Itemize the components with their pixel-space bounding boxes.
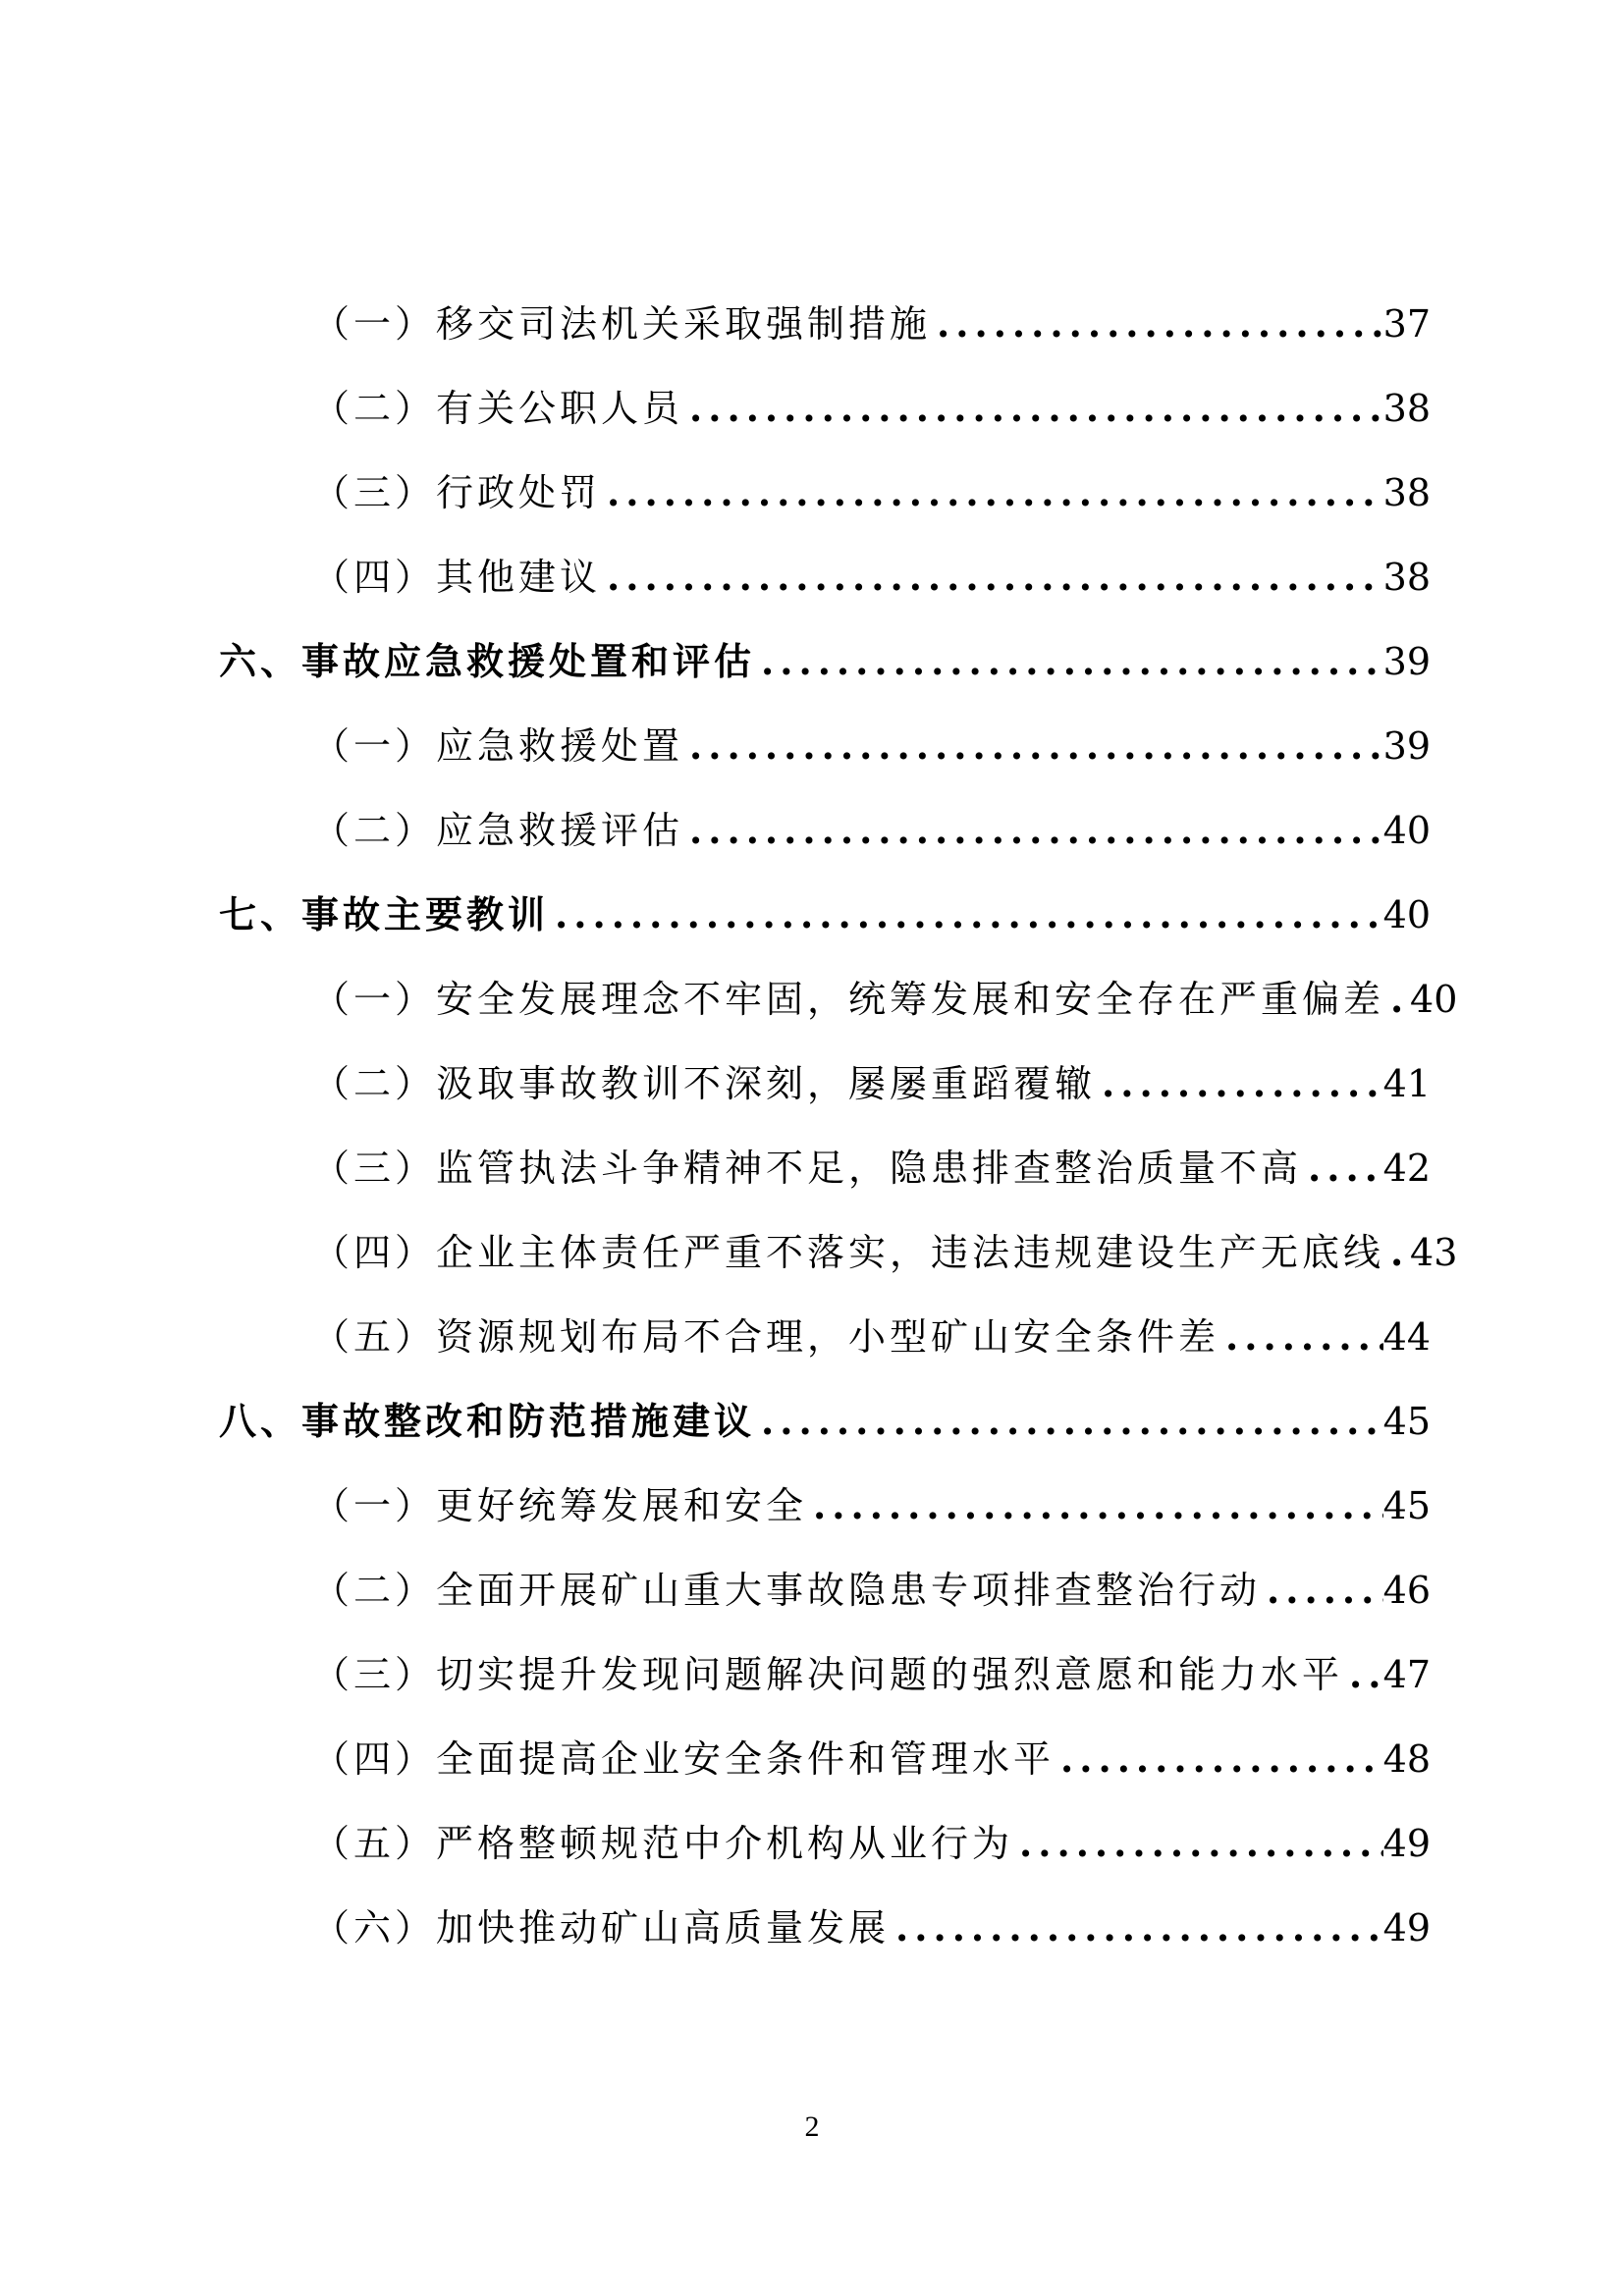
dot-leader (807, 1476, 1383, 1535)
toc-entry-title: （一）更好统筹发展和安全 (312, 1484, 808, 1527)
toc-page-number: 44 (1382, 1315, 1431, 1359)
dot-leader (1261, 1561, 1383, 1620)
toc-entry[interactable] (312, 1308, 1431, 1366)
toc-entry-title: 六、事故应急救援处置和评估 (219, 639, 756, 683)
dot-leader (755, 632, 1383, 691)
dot-leader (1096, 1054, 1383, 1113)
toc-page-number: 40 (1382, 809, 1431, 852)
dot-leader (683, 717, 1383, 775)
toc-entry-title: （二）应急救援评估 (312, 809, 684, 852)
toc-entry[interactable] (312, 1645, 1431, 1704)
toc-entry-title: （二）全面开展矿山重大事故隐患专项排查整治行动 (312, 1569, 1262, 1612)
toc-entry-title: （一）移交司法机关采取强制措施 (312, 302, 932, 346)
toc-entry-title: （三）行政处罚 (312, 471, 602, 514)
dot-leader (1013, 1814, 1383, 1873)
page-number-footer: 2 (804, 2110, 820, 2143)
toc-page-number: 49 (1382, 1906, 1431, 1949)
toc-entry[interactable] (312, 801, 1431, 860)
toc-entry-title: （四）企业主体责任严重不落实，违法违规建设生产无底线 (312, 1231, 1385, 1274)
toc-entry-title: （四）其他建议 (312, 556, 602, 599)
toc-entry[interactable] (312, 1561, 1431, 1620)
toc-section-heading[interactable] (219, 885, 1431, 944)
toc-entry[interactable] (312, 717, 1431, 775)
toc-page-number: 39 (1382, 640, 1431, 683)
toc-page-number: 39 (1382, 724, 1431, 768)
toc-entry-title: （三）切实提升发现问题解决问题的强烈意愿和能力水平 (312, 1653, 1344, 1696)
toc-entry[interactable] (312, 1814, 1431, 1873)
toc-page-number: 42 (1382, 1147, 1431, 1190)
toc-entry[interactable] (312, 970, 1458, 1029)
dot-leader (1343, 1645, 1383, 1704)
toc-page-number: 45 (1382, 1484, 1431, 1527)
toc-entry[interactable] (312, 463, 1431, 522)
toc-entry[interactable] (312, 1476, 1431, 1535)
toc-entry-title: （二）汲取事故教训不深刻，屡屡重蹈覆辙 (312, 1062, 1097, 1105)
toc-entry[interactable] (312, 548, 1431, 607)
dot-leader (683, 379, 1383, 438)
toc-page-number: 37 (1382, 302, 1431, 346)
dot-leader (755, 1392, 1383, 1451)
toc-entry-title: 七、事故主要教训 (219, 892, 550, 936)
toc-page-number: 49 (1382, 1822, 1431, 1865)
dot-leader (1302, 1139, 1383, 1198)
dot-leader (1055, 1730, 1383, 1789)
toc-page-number: 47 (1382, 1653, 1431, 1696)
toc-page-number: 40 (1410, 978, 1458, 1021)
dot-leader (890, 1898, 1383, 1957)
dot-leader (1384, 1223, 1410, 1282)
toc-entry-title: （五）严格整顿规范中介机构从业行为 (312, 1822, 1014, 1865)
toc-page-number: 45 (1382, 1400, 1431, 1443)
toc-section-heading[interactable] (219, 632, 1431, 691)
toc-page-number: 46 (1382, 1569, 1431, 1612)
dot-leader (931, 294, 1383, 353)
toc-page-number: 48 (1382, 1737, 1431, 1781)
toc-page-number: 41 (1382, 1062, 1431, 1105)
toc-entry-title: （六）加快推动矿山高质量发展 (312, 1906, 891, 1949)
toc-page-number: 38 (1382, 556, 1431, 599)
toc-entry[interactable] (312, 294, 1431, 353)
dot-leader (683, 801, 1383, 860)
toc-entry-title: （二）有关公职人员 (312, 387, 684, 430)
toc-entry[interactable] (312, 1054, 1431, 1113)
toc-page-number: 40 (1382, 893, 1431, 936)
toc-entry-title: 八、事故整改和防范措施建议 (219, 1399, 756, 1443)
toc-entry-title: （五）资源规划布局不合理，小型矿山安全条件差 (312, 1315, 1220, 1359)
dot-leader (1384, 970, 1410, 1029)
dot-leader (549, 885, 1383, 944)
toc-entry-title: （一）应急救援处置 (312, 724, 684, 768)
toc-page-number: 43 (1410, 1231, 1458, 1274)
toc-entry-title: （三）监管执法斗争精神不足，隐患排查整治质量不高 (312, 1147, 1303, 1190)
toc-entry-title: （四）全面提高企业安全条件和管理水平 (312, 1737, 1056, 1781)
toc-entry-title: （一）安全发展理念不牢固，统筹发展和安全存在严重偏差 (312, 978, 1385, 1021)
dot-leader (601, 463, 1383, 522)
toc-entry[interactable] (312, 379, 1431, 438)
toc-page-number: 38 (1382, 471, 1431, 514)
toc-entry[interactable] (312, 1223, 1458, 1282)
toc-section-heading[interactable] (219, 1392, 1431, 1451)
toc-entry[interactable] (312, 1730, 1431, 1789)
toc-entry[interactable] (312, 1898, 1431, 1957)
toc-entry[interactable] (312, 1139, 1431, 1198)
dot-leader (601, 548, 1383, 607)
toc-page-number: 38 (1382, 387, 1431, 430)
dot-leader (1219, 1308, 1383, 1366)
